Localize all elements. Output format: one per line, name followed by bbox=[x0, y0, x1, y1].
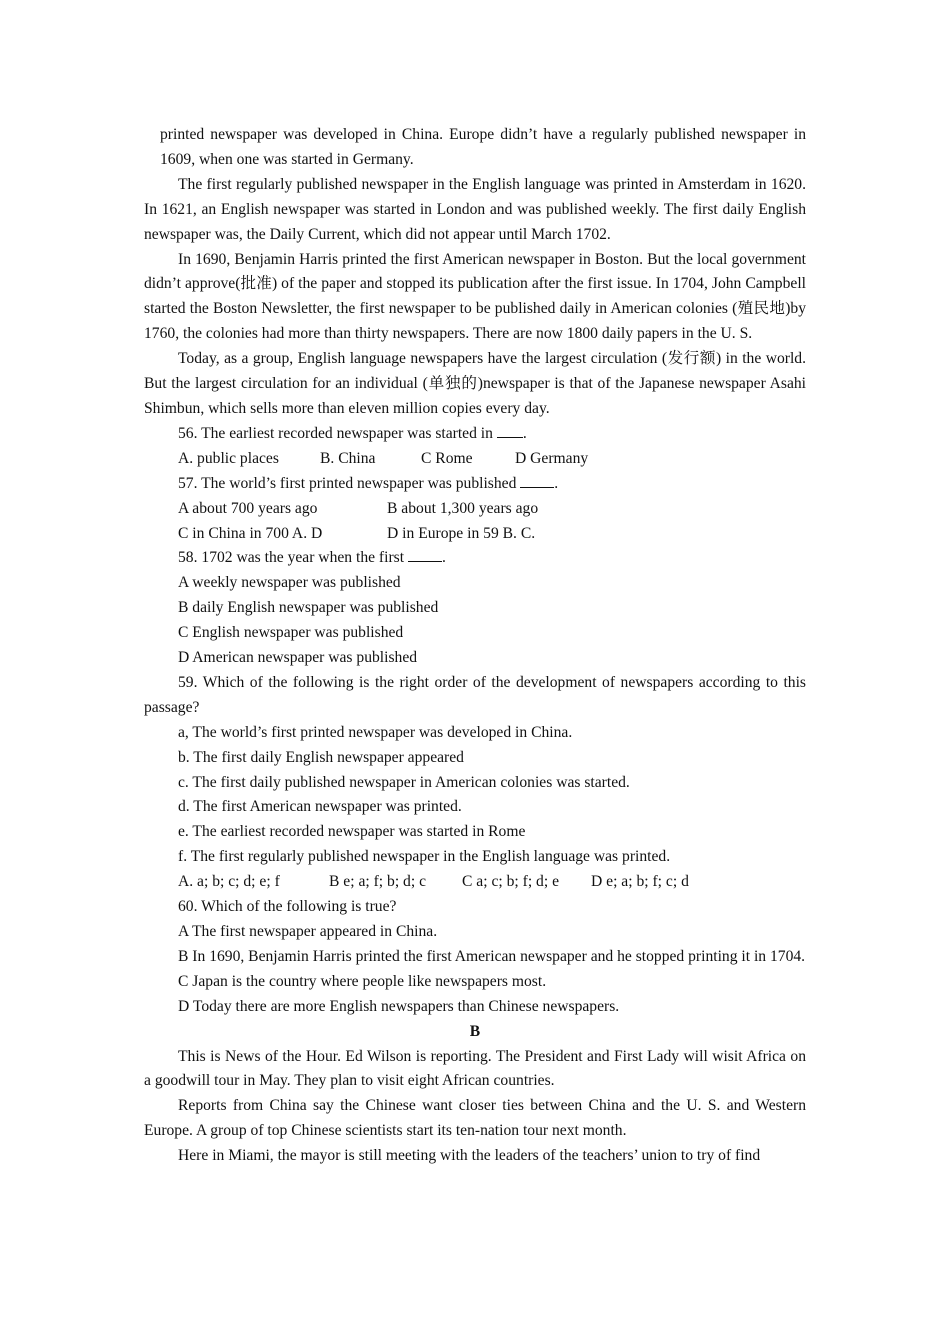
question-59-item-c: c. The first daily published newspaper in American colonies was started. bbox=[178, 773, 630, 791]
option-a: A about 700 years ago bbox=[178, 499, 318, 517]
passage-b-paragraph-2: Reports from China say the Chinese want closer ties between China and the U. S. and Western Europe. A group of top Chinese scientists start its ten-nation tour next month. bbox=[144, 1097, 806, 1140]
answer-blank bbox=[497, 423, 523, 438]
answer-blank bbox=[408, 547, 442, 562]
question-58-stem: 58. 1702 was the year when the first bbox=[178, 549, 405, 567]
question-58: 58. 1702 was the year when the first . bbox=[178, 549, 446, 567]
question-57-options-row-1 bbox=[144, 497, 806, 522]
passage-b-paragraph-3: Here in Miami, the mayor is still meeting with the leaders of the teachers’ union to try of find bbox=[178, 1147, 761, 1165]
question-60-option-d: D Today there are more English newspapers than Chinese newspapers. bbox=[178, 997, 620, 1015]
document-page bbox=[144, 123, 806, 1169]
section-heading-b: B bbox=[469, 1022, 481, 1040]
question-58-option-c: C English newspaper was published bbox=[178, 624, 404, 642]
question-57-stem: 57. The world’s first printed newspaper was published bbox=[178, 474, 517, 492]
passage-a-paragraph-2: In 1690, Benjamin Harris printed the first American newspaper in Boston. But the local government didn’t approve(批准) of the paper and stopped its publication after the first issue. In 1704, John Campbell started the Boston Newsletter, the first newspaper to be published daily in American colonies (殖民地)by 1760, the colonies had more than thirty newspapers. There are now 1800 daily papers in the U. S. bbox=[144, 250, 806, 343]
option-d: D Germany bbox=[515, 449, 589, 467]
option-d: D in Europe in 59 B. C. bbox=[387, 524, 536, 542]
passage-b-paragraph-1: This is News of the Hour. Ed Wilson is reporting. The President and First Lady will wisit Africa on a goodwill tour in May. They plan to visit eight African countries. bbox=[144, 1047, 806, 1090]
option-b: B. China bbox=[320, 449, 376, 467]
question-56: 56. The earliest recorded newspaper was started in . bbox=[178, 424, 527, 442]
question-58-option-b: B daily English newspaper was published bbox=[178, 599, 439, 617]
question-59-item-b: b. The first daily English newspaper appeared bbox=[178, 748, 464, 766]
passage-a-paragraph-1: The first regularly published newspaper in the English language was printed in Amsterdam in 1620. In 1621, an English newspaper was started in London and was published weekly. The first daily English newspaper was, the Daily Current, which did not appear until March 1702. bbox=[144, 175, 806, 243]
question-60-option-b: B In 1690, Benjamin Harris printed the first American newspaper and he stopped printing it in 1704. bbox=[178, 947, 806, 965]
question-59-options bbox=[144, 870, 806, 895]
question-59-item-a: a, The world’s first printed newspaper was developed in China. bbox=[178, 723, 573, 741]
answer-blank bbox=[520, 473, 554, 488]
question-57-options-row-2 bbox=[144, 522, 806, 547]
question-60-option-a: A The first newspaper appeared in China. bbox=[178, 923, 438, 940]
question-59-item-e: e. The earliest recorded newspaper was started in Rome bbox=[178, 823, 526, 841]
question-58-option-d: D American newspaper was published bbox=[178, 649, 418, 667]
question-59-stem: 59. Which of the following is the right order of the development of newspapers according to this passage? bbox=[144, 673, 806, 716]
option-c: C a; c; b; f; d; e bbox=[462, 873, 560, 891]
option-c: C in China in 700 A. D bbox=[178, 524, 323, 542]
option-b: B e; a; f; b; d; c bbox=[329, 873, 427, 891]
question-56-options bbox=[144, 447, 806, 472]
question-57: 57. The world’s first printed newspaper was published . bbox=[178, 474, 559, 492]
question-59-item-f: f. The first regularly published newspaper in the English language was printed. bbox=[178, 848, 671, 866]
option-a: A. a; b; c; d; e; f bbox=[178, 873, 280, 891]
option-a: A. public places bbox=[178, 449, 279, 467]
passage-a-paragraph-3: Today, as a group, English language newspapers have the largest circulation (发行额) in the world. But the largest circulation for an individual (单独的)newspaper is that of the Japanese newspaper Asahi Shimbun, which sells more than eleven million copies every day. bbox=[144, 350, 806, 417]
question-60-option-c: C Japan is the country where people like newspapers most. bbox=[178, 972, 547, 990]
passage-a-paragraph-0: printed newspaper was developed in China. Europe didn’t have a regularly published newspaper in 1609, when one was started in Germany. bbox=[160, 126, 806, 168]
option-c: C Rome bbox=[421, 449, 473, 467]
option-b: B about 1,300 years ago bbox=[387, 499, 539, 517]
question-56-stem: 56. The earliest recorded newspaper was started in bbox=[178, 424, 493, 442]
question-58-option-a: A weekly newspaper was published bbox=[178, 574, 401, 592]
question-60-stem: 60. Which of the following is true? bbox=[178, 898, 397, 916]
option-d: D e; a; b; f; c; d bbox=[591, 873, 689, 891]
question-59-item-d: d. The first American newspaper was printed. bbox=[178, 798, 462, 816]
